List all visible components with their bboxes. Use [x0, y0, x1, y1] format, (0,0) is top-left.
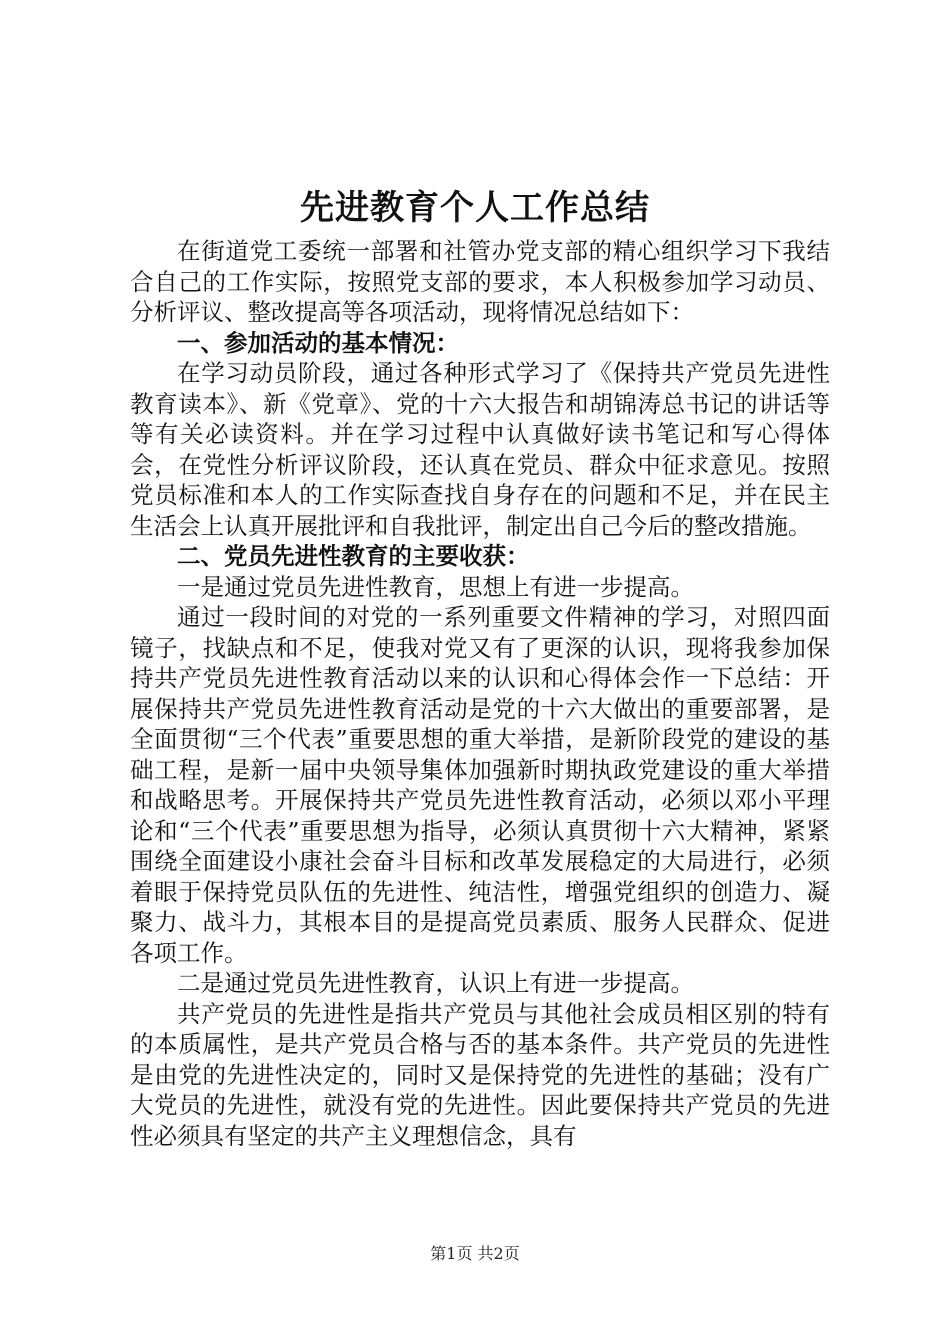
paragraph-intro: 在街道党工委统一部署和社管办党支部的精心组织学习下我结合自己的工作实际，按照党支部的要求，本人积极参加学习动员、分析评议、整改提高等各项活动，现将情况总结如下： — [130, 237, 830, 326]
paragraph-point-one: 一是通过党员先进性教育，思想上有进一步提高。 — [177, 572, 694, 601]
paragraph-basic-situation: 在学习动员阶段，通过各种形式学习了《保持共产党员先进性教育读本》、新《党章》、党的十六大报告和胡锦涛总书记的讲话等等有关必读资料。并在学习过程中认真做好读书笔记和写心得体会，在党性分析评议阶段，还认真在党员、群众中征求意见。按照党员标准和本人的工作实际查找自身存在的问题和不足，并在民主生活会上认真开展批评和自我批评，制定出自己今后的整改措施。 — [130, 359, 830, 540]
section-heading-1: 一、参加活动的基本情况： — [177, 328, 459, 357]
paragraph-advancement: 共产党员的先进性是指共产党员与其他社会成员相区别的特有的本质属性，是共产党员合格与否的基本条件。共产党员的先进性是由党的先进性决定的，同时又是保持党的先进性的基础；没有广大党员的先进性，就没有党的先进性。因此要保持共产党员的先进性必须具有坚定的共产主义理想信念，具有 — [130, 999, 830, 1150]
paragraph-study-summary: 通过一段时间的对党的一系列重要文件精神的学习，对照四面镜子，找缺点和不足，使我对党又有了更深的认识，现将我参加保持共产党员先进性教育活动以来的认识和心得体会作一下总结：开展保持共产党员先进性教育活动是党的十六大做出的重要部署，是全面贯彻“三个代表”重要思想的重大举措，是新阶段党的建设的基础工程，是新一届中央领导集体加强新时期执政党建设的重大举措和战略思考。开展保持共产党员先进性教育活动，必须以邓小平理论和“三个代表”重要思想为指导，必须认真贯彻十六大精神，紧紧围绕全面建设小康社会奋斗目标和改革发展稳定的大局进行，必须着眼于保持党员队伍的先进性、纯洁性，增强党组织的创造力、凝聚力、战斗力，其根本目的是提高党员素质、服务人民群众、促进各项工作。 — [130, 603, 830, 967]
paragraph-point-two: 二是通过党员先进性教育，认识上有进一步提高。 — [177, 969, 694, 997]
document-title: 先进教育个人工作总结 — [300, 188, 650, 228]
document-body — [130, 236, 830, 1151]
section-heading-2: 二、党员先进性教育的主要收获： — [177, 542, 530, 570]
page-number-footer: 第1页 共2页 — [430, 1244, 520, 1263]
